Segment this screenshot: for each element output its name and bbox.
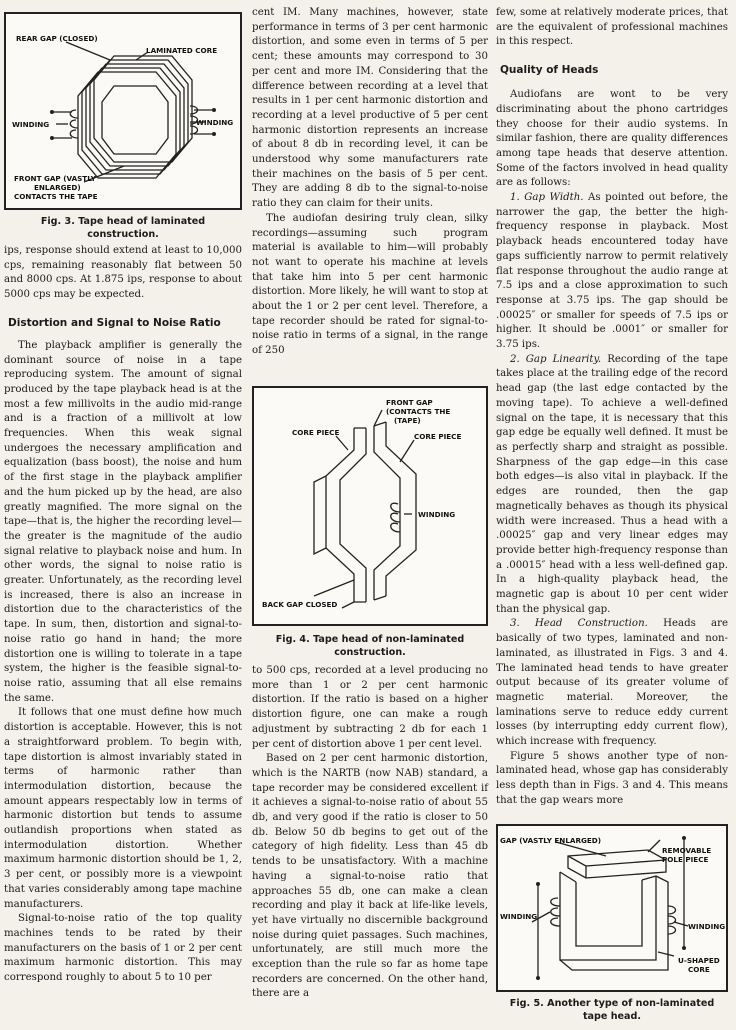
paragraph: cent IM. Many machines, however, state performance in terms of 3 per cent harmonic distortion, and some even in terms of 5 per cent; these amounts may correspond to 30 per cent and more IM. Considering that the difference between recording at a level that results in 1 per cent harmonic distortion and recording at a level productive of 5 per cent harmonic distortion represents an increase of about 8 db in recording level, it can be understood why some manufacturers rate their machines on the basis of 5 per cent. They are adding 8 db to the signal-to-noise ratio they can claim for their units. — [252, 7, 488, 210]
section-heading: Distortion and Signal to Noise Ratio — [8, 316, 221, 329]
item-text: Recording of the tape takes place at the trailing edge of the record head gap (the last edge contacted by the moving tape). To achieve a well-defined signal on the tape, it is necessary that this gap edge be equally well defined. It must be as perfectly sharp and straight as possible. Sharpness of the gap edge—in this case both edges—is also vital in playback. If the edges are rounded, then the gap magnetically behaves as though its physical width were increased. Thus a head with a .00025″ gap and very linear edges may provide better high-frequency response than a .00015″ head with a less well-defined gap. In a high-quality playback head, the magnetic gap is about 10 per cent wider than the physical gap. — [496, 353, 728, 615]
winding-label: WINDING — [418, 510, 456, 519]
front-gap-label-1: FRONT GAP (VASTLY — [14, 174, 96, 183]
figure-5 — [496, 824, 728, 992]
front-gap-label-1: FRONT GAP — [386, 398, 433, 407]
paragraph: It follows that one must define how much distortion is acceptable. However, this is not a straightforward problem. To begin with, tape distortion is almost invariably stated in terms of harmonic rather than intermodulation distortion, because the amount appears respectably low in terms of harmonic distortion but tends to assume outlandish proportions when stated as intermodulation distortion. Whether maximum harmonic distortion should be 1, 2, 3 per cent, or possibly more is a viewpoint that varies considerably among tape machine manufacturers. — [4, 707, 242, 910]
laminated-core-label: LAMINATED CORE — [146, 46, 218, 55]
winding-left-label: WINDING — [500, 912, 538, 921]
figure-4-caption: Fig. 4. Tape head of non-laminated construction. — [275, 634, 465, 658]
pole-piece-label-2: POLE PIECE — [662, 855, 709, 864]
paragraph: Figure 5 shows another type of non-laminated head, whose gap has considerably less depth than in Figs. 3 and 4. This means that the gap wears more — [496, 750, 728, 806]
list-item — [496, 191, 728, 353]
paragraph: Based on 2 per cent harmonic distortion, which is the NARTB (now NAB) standard, a tape recorder may be considered excellent if it achieves a signal-to-noise ratio of about 55 db, and very good if the ratio is closer to 50 db. Below 50 db begins to get out of the category of high fidelity. Less than 45 db tends to be unsatisfactory. With a machine having a signal-to-noise ratio that approaches 55 db, one can make a clean recording and play it back at life-like levels, yet have virtually no discernible background noise during quiet passages. Such machines, unfortunately, are still much more the exception than the rule so far as home tape recorders are concerned. On the other hand, there are a — [252, 753, 488, 1000]
paragraph: The playback amplifier is generally the dominant source of noise in a tape reproducing system. The amount of signal produced by the tape playback head is at the most a few millivolts in the audio mid-range and is a fraction of a millivolt at low frequencies. When this weak signal undergoes the necessary amplification and equalization (bass boost), the noise and hum of the first stage in the playback amplifier and the hum picked up by the head, are also greatly magnified. The more signal on the tape—that is, the higher the recording level—the greater is the magnitude of the audio signal relative to playback noise and hum. In other words, the signal to noise ratio is greater. Unfortunately, as the recording level is increased, there is also an increase in distortion due to the characteristics of the tape. In sum, then, distortion and signal-to-noise ratio go hand in hand; the more distortion one is willing to tolerate in a tape system, the higher is the feasible signal-to-noise ratio, assuming that all else remains the same. — [4, 339, 242, 704]
pole-piece-label-1: REMOVABLE — [662, 846, 712, 855]
core-piece-left-label: CORE PIECE — [292, 428, 340, 437]
item-label: 3. Head Construction. — [510, 618, 648, 630]
core-piece-right-label: CORE PIECE — [414, 432, 462, 441]
front-gap-label-2: (CONTACTS THE — [386, 407, 451, 416]
section-heading: Quality of Heads — [500, 64, 599, 77]
u-core-label-2: CORE — [688, 965, 710, 974]
winding-right-label: WINDING — [688, 922, 726, 931]
list-item — [496, 617, 728, 749]
paragraph: to 500 cps, recorded at a level producing no more than 1 or 2 per cent harmonic distortion. If the ratio is based on a higher distortion figure, one can make a rough adjustment by subtracting 2 db for each 1 per cent of distortion above 1 per cent level. — [252, 665, 488, 750]
item-text: As pointed out before, the narrower the gap, the better the high-frequency response in playback. Most playback heads encountered today have gaps sufficiently narrow to permit relatively flat response throughout the audio range at 7.5 ips and a close approximation to such response at 3.75 ips. The gap should be .00025″ or smaller for speeds of 7.5 ips or higher. It should be .0001″ or smaller for 3.75 ips. — [496, 192, 728, 351]
back-gap-label: BACK GAP CLOSED — [262, 600, 338, 609]
figure-3-caption: Fig. 3. Tape head of laminated construction. — [40, 216, 206, 240]
paragraph: Audiofans are wont to be very discriminating about the phono cartridges they choose for their audio systems. In similar fashion, there are quality differences among tape heads that deserve attention. Some of the factors involved in head quality are as follows: — [496, 89, 728, 189]
rear-gap-label: REAR GAP (CLOSED) — [16, 34, 98, 43]
front-gap-label-3: CONTACTS THE TAPE — [14, 192, 98, 201]
winding-right-label: WINDING — [196, 118, 234, 127]
u-core-label-1: U-SHAPED — [678, 956, 720, 965]
front-gap-label-3: (TAPE) — [394, 416, 421, 425]
gap-label: GAP (VASTLY ENLARGED) — [500, 836, 602, 845]
paragraph: few, some at relatively moderate prices, that are the equivalent of professional machines in this respect. — [496, 7, 728, 48]
list-item — [496, 353, 728, 618]
figure-3 — [4, 12, 242, 210]
paragraph: The audiofan desiring truly clean, silky recordings—assuming such program material is available to him—will probably not want to operate his machine at levels that take him into 5 per cent harmonic distortion. More likely, he will want to stop at about the 1 or 2 per cent level. Therefore, a tape recorder should be rated for signal-to-noise ratio in terms of a signal, in the range of 250 — [252, 212, 488, 357]
paragraph: ips, response should extend at least to 10,000 cps, remaining reasonably flat between 50 and 8000 cps. At 1.875 ips, response to about 5000 cps may be expected. — [4, 245, 242, 301]
figure-5-caption: Fig. 5. Another type of non-laminated tape head. — [509, 998, 715, 1022]
front-gap-label-2: ENLARGED) — [34, 183, 81, 192]
item-label: 2. Gap Linearity. — [510, 353, 602, 365]
non-laminated-head-drawing — [254, 388, 486, 624]
paragraph: Signal-to-noise ratio of the top quality machines tends to be rated by their manufacturers on the basis of 1 or 2 per cent maximum harmonic distortion. This may correspond roughly to about 5 to 10 per — [4, 913, 242, 984]
winding-left-label: WINDING — [12, 120, 50, 129]
item-label: 1. Gap Width. — [510, 192, 584, 204]
item-text: Heads are basically of two types, laminated and non-laminated, as illustrated in Figs. 3 and 4. The laminated head tends to have greater output because of its greater volume of magnetic material. Moreover, the laminations serve to reduce eddy current losses (by interrupting eddy current flow), which increase with frequency. — [496, 618, 728, 748]
figure-4 — [252, 386, 488, 626]
